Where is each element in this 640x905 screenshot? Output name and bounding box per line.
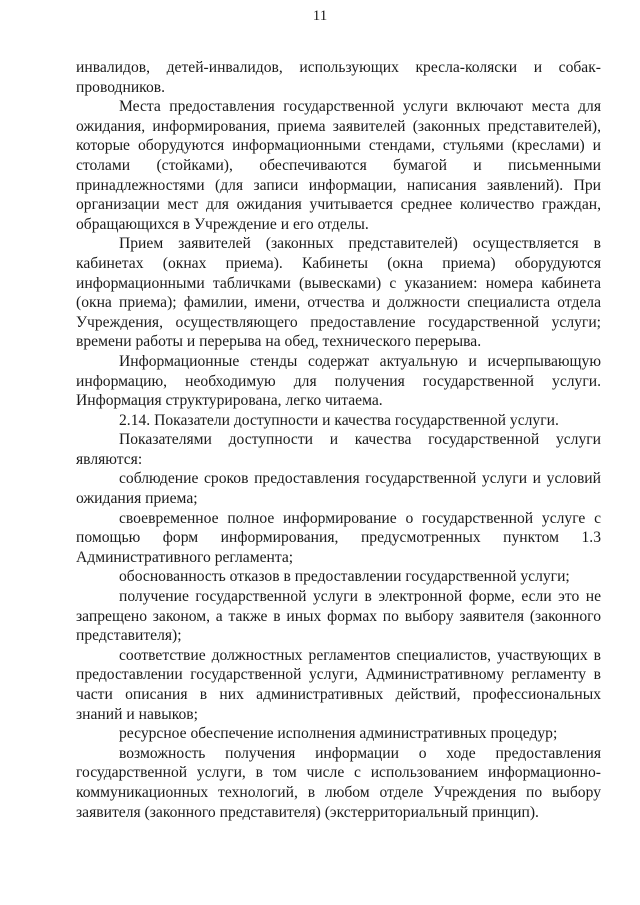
page-number: 11 — [312, 8, 328, 24]
list-item-4: получение государственной услуги в электронной форме, если это не запрещено законом, а также в иных формах по выбору заявителя (законного представителя); — [76, 588, 601, 645]
list-item-3: обоснованность отказов в предоставлении государственной услуги; — [119, 568, 570, 586]
list-item-6: ресурсное обеспечение исполнения административных процедур; — [119, 725, 558, 743]
paragraph-6: Показателями доступности и качества государственной услуги являются: — [76, 431, 601, 468]
list-item-2: своевременное полное информирование о государственной услуге с помощью форм информирования, предусмотренных пунктом 1.3 Административного регламента; — [76, 509, 601, 566]
paragraph-2: Места предоставления государственной услуги включают места для ожидания, информирования, приема заявителей (законных представителей), которые оборудуются информационными стендами, стульями (креслами) и столами (стойками), обеспечиваются бумагой и письменными принадлежностями (для записи информации, написания заявлений). При организации мест для ожидания учитывается среднее количество граждан, обращающихся в Учреждение и его отделы. — [76, 98, 601, 233]
paragraph-1: инвалидов, детей-инвалидов, использующих кресла-коляски и собак-проводников. — [76, 59, 601, 96]
list-item-1: соблюдение сроков предоставления государственной услуги и условий ожидания приема; — [76, 470, 601, 508]
list-item-7: возможность получения информации о ходе предоставления государственной услуги, в том числе с использованием информационно-коммуникационных технологий, в любом отделе Учреждения по выбору заявителя (законного представителя) (экстерриториальный принцип). — [76, 744, 601, 821]
document-body — [76, 58, 601, 822]
section-heading-2-14: 2.14. Показатели доступности и качества государственной услуги. — [119, 411, 559, 429]
list-item-5: соответствие должностных регламентов специалистов, участвующих в предоставлении государственной услуги, Административному регламенту в части описания в них административных действий, профессиональных знаний и навыков; — [76, 646, 601, 723]
paragraph-3: Прием заявителей (законных представителей) осуществляется в кабинетах (окнах приема). Кабинеты (окна приема) оборудуются информационными табличками (вывесками) с указанием: номера кабинета (окна приема); фамилии, имени, отчества и должности специалиста отдела Учреждения, осуществляющего предоставление государственной услуги; времени работы и перерыва на обед, технического перерыва. — [76, 235, 601, 351]
paragraph-4: Информационные стенды содержат актуальную и исчерпывающую информацию, необходимую для получения государственной услуги. Информация структурирована, легко читаема. — [76, 352, 601, 410]
